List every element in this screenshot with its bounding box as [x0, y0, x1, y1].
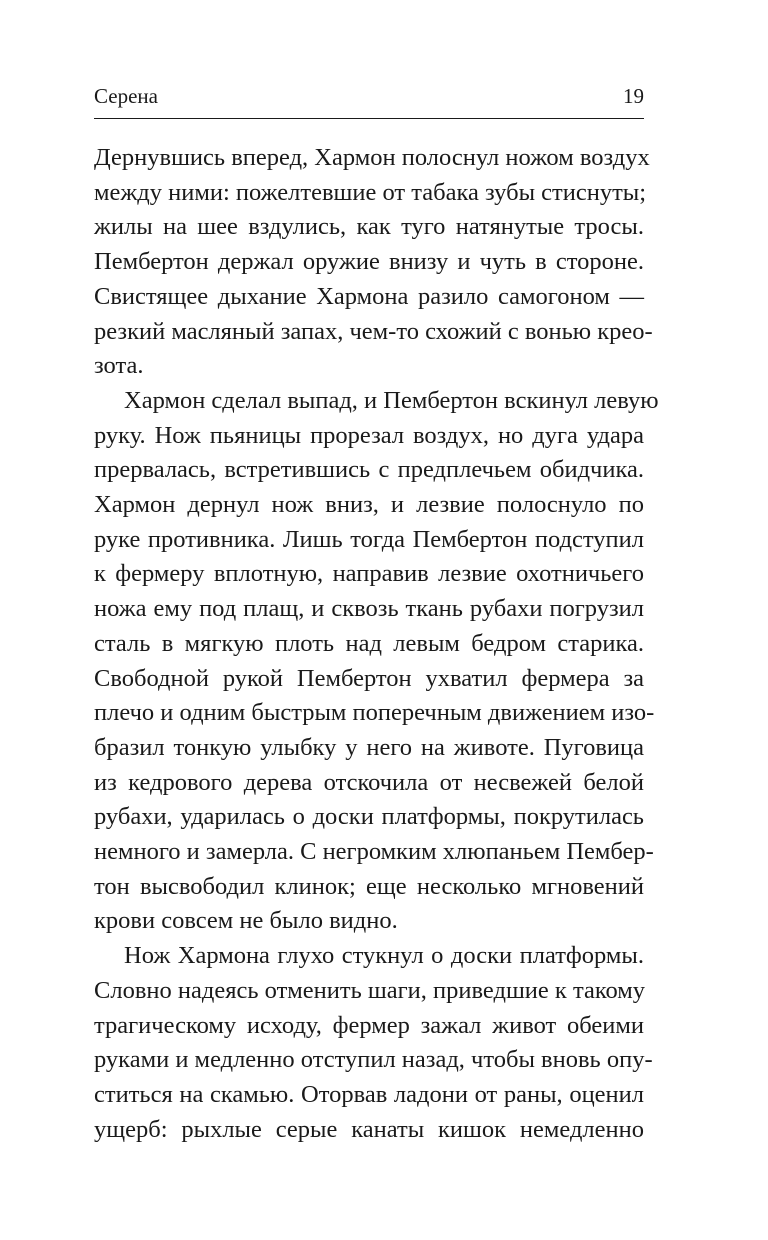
running-header	[94, 82, 644, 119]
text-line: Хармон дернул нож вниз, и лезвие полоснуло по	[94, 491, 644, 519]
text-line: к фермеру вплотную, направив лезвие охотничьего	[94, 560, 644, 588]
paragraph	[94, 384, 659, 939]
text-line: зота.	[94, 352, 144, 380]
text-line: Словно надеясь отменить шаги, приведшие к такому	[94, 976, 646, 1004]
text-line: ущерб: рыхлые серые канаты кишок немедленно	[94, 1115, 644, 1143]
text-line: Свистящее дыхание Хармона разило самогоном —	[94, 282, 644, 310]
text-line: руками и медленно отступил назад, чтобы вновь опу-	[94, 1046, 653, 1074]
text-line: ститься на скамью. Оторвав ладони от раны, оценил	[94, 1080, 644, 1108]
text-line: плечо и одним быстрым поперечным движением изо-	[94, 699, 655, 727]
text-line: руку. Нож пьяницы прорезал воздух, но дуга удара	[94, 421, 644, 449]
text-line: тон высвободил клинок; еще несколько мгновений	[94, 872, 644, 900]
paragraph	[94, 141, 653, 384]
text-line: из кедрового дерева отскочила от несвежей белой	[94, 768, 644, 796]
text-line: ножа ему под плащ, и сквозь ткань рубахи погрузил	[94, 595, 644, 623]
text-line: сталь в мягкую плоть над левым бедром старика.	[94, 629, 644, 657]
text-line: крови совсем не было видно.	[94, 907, 398, 935]
text-line: руке противника. Лишь тогда Пембертон подступил	[94, 525, 644, 553]
paragraph	[94, 939, 653, 1147]
text-line: немного и замерла. С негромким хлюпаньем Пембер-	[94, 838, 654, 866]
text-line: прервалась, встретившись с предплечьем обидчика.	[94, 456, 644, 484]
text-line: Свободной рукой Пембертон ухватил фермера за	[94, 664, 644, 692]
book-page	[94, 82, 659, 1147]
text-line: между ними: пожелтевшие от табака зубы стиснуты;	[94, 178, 647, 206]
text-line: резкий масляный запах, чем-то схожий с вонью крео-	[94, 317, 653, 345]
text-line: бразил тонкую улыбку у него на животе. Пуговица	[94, 733, 644, 761]
text-line: Хармон сделал выпад, и Пембертон вскинул левую	[124, 386, 659, 414]
body-text	[94, 141, 659, 1147]
text-line: Дернувшись вперед, Хармон полоснул ножом воздух	[94, 144, 650, 171]
text-line: Нож Хармона глухо стукнул о доски платформы.	[124, 942, 644, 970]
page-number: 19	[623, 84, 644, 108]
text-line: жилы на шее вздулись, как туго натянутые тросы.	[94, 213, 644, 241]
text-line: трагическому исходу, фермер зажал живот обеими	[94, 1011, 644, 1039]
running-title: Серена	[94, 84, 158, 108]
text-line: Пембертон держал оружие внизу и чуть в стороне.	[94, 248, 644, 276]
text-line: рубахи, ударилась о доски платформы, покрутилась	[94, 803, 644, 831]
